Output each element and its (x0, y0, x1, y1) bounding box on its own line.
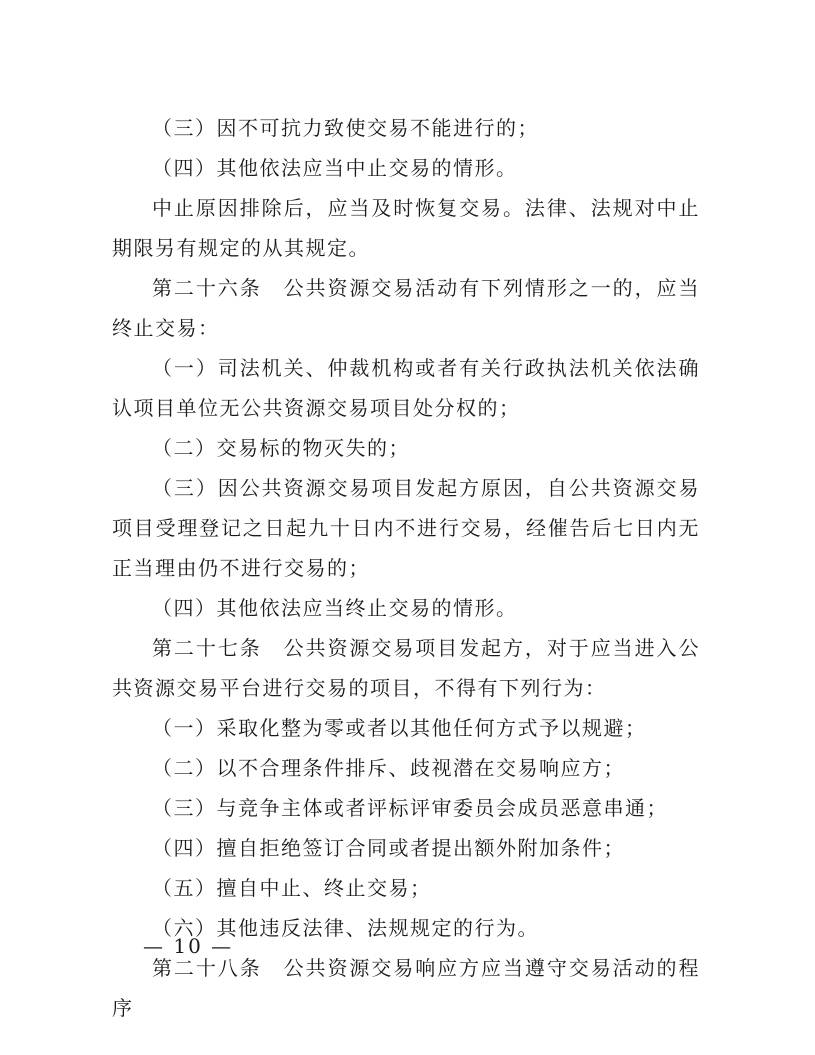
paragraph: （一）采取化整为零或者以其他任何方式予以规避； (152, 716, 647, 740)
paragraph: （三）与竞争主体或者评标评审委员会成员恶意串通； (152, 796, 668, 820)
paragraph: （二）交易标的物灭失的； (152, 436, 410, 460)
paragraph: （五）擅自中止、终止交易； (152, 876, 432, 900)
paragraph: （四）其他依法应当终止交易的情形。 (152, 596, 518, 620)
paragraph: （三）因不可抗力致使交易不能进行的； (152, 116, 539, 140)
paragraph: （四）其他依法应当中止交易的情形。 (152, 156, 518, 180)
paragraph: 中止原因排除后，应当及时恢复交易。法律、法规对中止期限另有规定的从其规定。 (112, 196, 700, 260)
article-26: 第二十六条 公共资源交易活动有下列情形之一的，应当终止交易： (112, 276, 700, 340)
article-27: 第二十七条 公共资源交易项目发起方，对于应当进入公共资源交易平台进行交易的项目，不得有下列行为： (112, 636, 700, 700)
page-number: — 10 — (143, 934, 234, 958)
document-body (112, 108, 700, 1028)
paragraph: （二）以不合理条件排斥、歧视潜在交易响应方； (152, 756, 625, 780)
article-28: 第二十八条 公共资源交易响应方应当遵守交易活动的程序 (112, 956, 700, 1020)
paragraph: （四）擅自拒绝签订合同或者提出额外附加条件； (152, 836, 625, 860)
paragraph: （六）其他违反法律、法规规定的行为。 (152, 916, 539, 940)
paragraph: （三）因公共资源交易项目发起方原因，自公共资源交易项目受理登记之日起九十日内不进行交易，经催告后七日内无正当理由仍不进行交易的； (112, 476, 700, 580)
paragraph: （一）司法机关、仲裁机构或者有关行政执法机关依法确认项目单位无公共资源交易项目处分权的； (112, 356, 700, 420)
